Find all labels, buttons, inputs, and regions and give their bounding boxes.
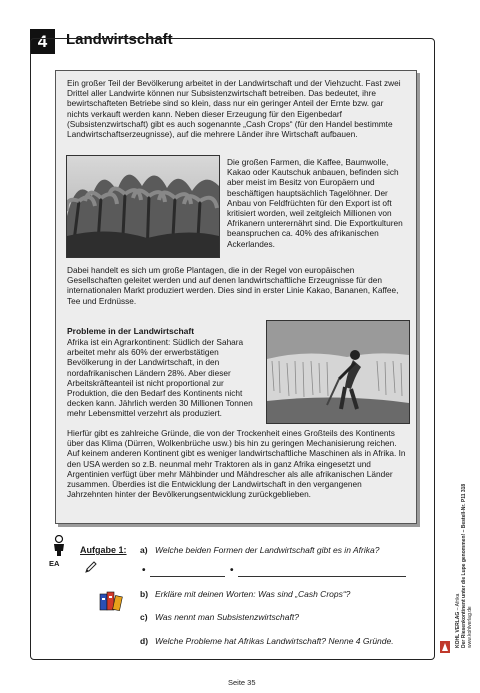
paragraph-intro: Ein großer Teil der Bevölkerung arbeitet in der Landwirtschaft und der Viehzucht. Fast zwei Drittel aller Landwirte können nur Subsistenzwirtschaft betreiben. Das bedeutet, ihre bewirtschafteten Betriebe sind so klein, dass nur ein geringer Anteil der Ernte bzw. gar nichts verkauft werden kann. Neben dieser Erzeugung für den Eigenbedarf (Subsistenzwirtschaft) gibt es auch sogenannte „Cash Crops“ (für den Handel bestimmte Landwirtschaftserzeugnisse), auf die mehrere Länder ihre Wirtschaft aufbauen.: [67, 78, 401, 140]
publisher-logo-icon: [440, 640, 450, 652]
answer-line-2[interactable]: [238, 576, 406, 577]
paragraph-large-farms: Die großen Farmen, die Kaffee, Baumwolle, Kakao oder Kautschuk anbauen, befinden sich aber meist im Besitz von Europäern und beschäftigen hauptsächlich Tagelöhner. Der Anbau von Feldfrüchten für den Export ist oft kritisiert worden, weil zeitgleich Millionen von Afrikanern unterernährt sind. Die Exportkulturen beanspruchen ca. 40% des afrikanischen Ackerlandes.: [227, 157, 403, 249]
paragraph-agrarian-continent: Afrika ist ein Agrarkontinent: Südlich der Sahara arbeitet mehr als 60% der erwerbstätigen Bevölkerung in der Landwirtschaft, in den nordafrikanischen Ländern 28%. Aber dieser Arbeitskräfteanteil ist nicht proportional zur Produktion, die den Bedarf des Kontinents nicht decken kann. Jährlich werden 30 Millionen Tonnen mehr Lebensmittel verzehrt als produziert.: [67, 337, 253, 419]
chapter-number-badge: 4: [30, 29, 55, 54]
person-icon: [51, 535, 67, 562]
section-heading-problems: Probleme in der Landwirtschaft: [67, 326, 195, 336]
farmer-hoeing-photo: [266, 320, 410, 424]
chapter-title: Landwirtschaft: [66, 31, 173, 48]
books-icon: [98, 590, 124, 617]
answer-bullet-1: •: [142, 565, 146, 576]
task-label: Aufgabe 1:: [80, 545, 127, 555]
individual-work-label: EA: [49, 559, 60, 568]
answer-bullet-2: •: [230, 565, 234, 576]
publisher-side-text: KOHL VERLAG – Afrika Der Riesenkontinent unter die Lupe genommen! – Bestell-Nr. P11 318 www.kohlverlag.de: [455, 483, 473, 648]
paragraph-reasons: Hierfür gibt es zahlreiche Gründe, die von der Trockenheit eines Großteils des Kontinents über das Klima (Dürren, Wolkenbrüche usw.) bis hin zu geringen Mechanisierung reichen. Auf keinem anderen Kontinent gibt es weniger landwirtschaftliche Maschinen als in Afrika. In den USA werden so z.B. neunmal mehr Traktoren als in ganz Afrika eingesetzt und Argentinien verfügt über mehr Mähbinder und Mähdrescher als alle afrikanischen Länder zusammen. Überdies ist die Entwicklung der Landwirtschaft in den vergangenen Jahrzehnten hinter der Bevölkerungsentwicklung zurückgeblieben.: [67, 428, 406, 500]
paragraph-plantations: Dabei handelt es sich um große Plantagen, die in der Regel von europäischen Gesellschaften geleitet werden und auf denen landwirtschaftliche Erzeugnisse für den internationalen Markt produziert werden. Dies sind in erster Linie Kakao, Bananen, Kaffee, Tee und Erdnüsse.: [67, 265, 399, 306]
answer-line-1[interactable]: [150, 576, 225, 577]
page-number: Seite 35: [228, 678, 256, 687]
banana-plantation-photo: [66, 155, 220, 258]
pencil-icon: [84, 560, 98, 579]
